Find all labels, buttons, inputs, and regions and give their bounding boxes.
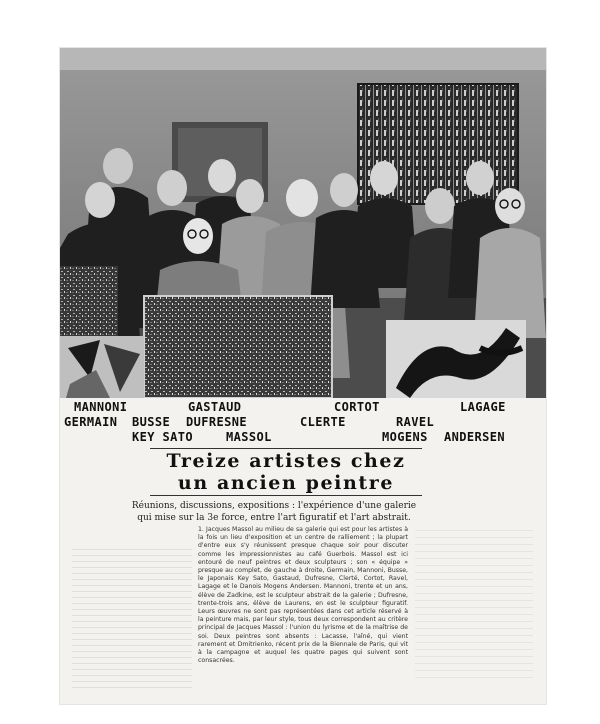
caption-name-lagage: LAGAGE (460, 400, 506, 414)
headline-rule-top (150, 448, 422, 449)
caption-name-dufresne: DUFRESNE (186, 415, 247, 429)
caption-name-busse: BUSSE (132, 415, 171, 429)
headline-rule-bottom (150, 495, 422, 496)
caption-name-gastaud: GASTAUD (188, 400, 242, 414)
show-through-text-left (72, 548, 192, 688)
caption-name-mannoni: MANNONI (74, 400, 128, 414)
show-through-text-right (415, 528, 533, 678)
caption-name-key-sato: KEY SATO (132, 430, 193, 444)
group-photograph (60, 48, 546, 398)
magazine-page (60, 48, 546, 704)
headline-line-2: un ancien peintre (177, 472, 395, 494)
group-photo-illustration (60, 48, 546, 398)
caption-name-mogens: MOGENS (382, 430, 428, 444)
caption-name-clerte: CLERTE (300, 415, 346, 429)
caption-name-andersen: ANDERSEN (444, 430, 505, 444)
caption-name-massol: MASSOL (226, 430, 272, 444)
headline-line-1: Treize artistes chez (166, 450, 406, 472)
article-subheading: Réunions, discussions, expositions : l'expérience d'une galerie qui mise sur la 3e force, entre l'art figuratif et l'art abstrait. (131, 501, 417, 523)
caption-name-germain: GERMAIN (64, 415, 118, 429)
caption-name-ravel: RAVEL (396, 415, 435, 429)
article-headline (150, 450, 422, 494)
caption-name-cortot: CORTOT (334, 400, 380, 414)
article-body-text: 1. Jacques Massol au milieu de sa galerie qui est pour les artistes à la fois un lieu d'exposition et un centre de ralliement ; la plupart d'entre eux s'y réunissent presque chaque soir pour discuter comme les impressionnistes au café Guerbois. Massol est ici entouré de neuf peintres et deux sculpteurs ; son « équipe » presque au complet, de gauche à droite, Germain, Mannoni, Busse, le Japonais Key Sato, Gastaud, Dufresne, Clerté, Cortot, Ravel, Lagage et le Danois Mogens Andersen. Mannoni, trente et un ans, élève de Zadkine, est le sculpteur abstrait de la galerie ; Dufresne, trente-trois ans, élève de Laurens, en est le sculpteur figuratif. Leurs œuvres ne sont pas représentées dans cet article réservé à la peinture mais, par leur style, tous deux correspondent au critère principal de Jacques Massol : l'union du lyrisme et de la maîtrise de soi. Deux peintres sont absents : Lacasse, l'aîné, qui vient rarement et Dmitrienko, récent prix de la Biennale de Paris, qui vit à la campagne et auquel les quatre pages qui suivent sont consacrées. (198, 526, 408, 665)
